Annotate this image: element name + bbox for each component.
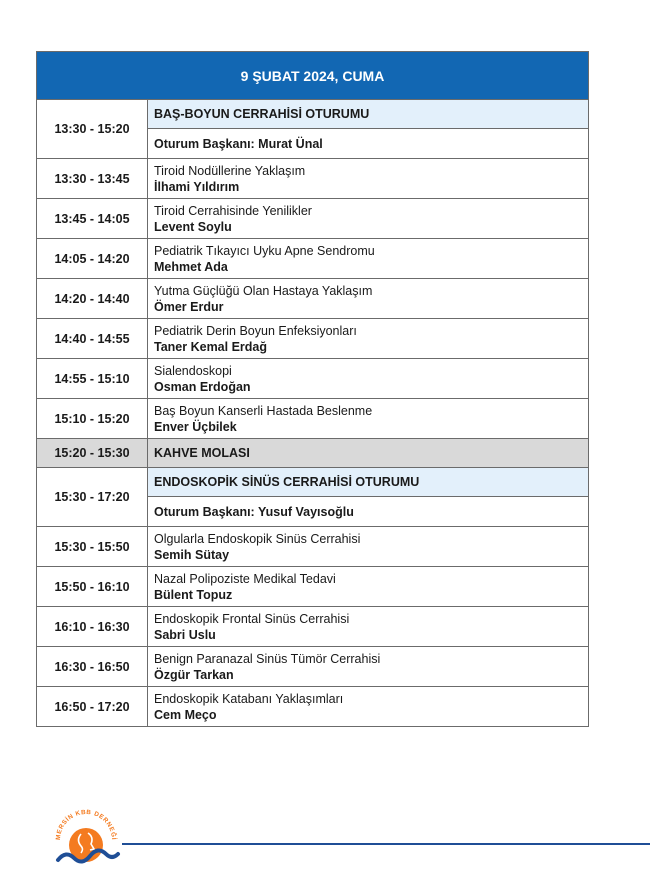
talk-speaker: Osman Erdoğan [154,379,251,394]
talk-row [37,687,589,727]
talk-time: 16:30 - 16:50 [37,647,148,687]
footer-divider [122,843,650,845]
talk-row [37,567,589,607]
talk-time: 14:20 - 14:40 [37,279,148,319]
day-title: 9 ŞUBAT 2024, CUMA [37,52,589,100]
session-time: 15:30 - 17:20 [37,468,148,527]
session-time: 13:30 - 15:20 [37,100,148,159]
talk-cell [148,279,589,319]
talk-row [37,199,589,239]
talk-title: Pediatrik Tıkayıcı Uyku Apne Sendromu [154,243,375,258]
talk-cell [148,239,589,279]
talk-time: 14:05 - 14:20 [37,239,148,279]
talk-cell [148,647,589,687]
talk-time: 16:50 - 17:20 [37,687,148,727]
talk-speaker: Levent Soylu [154,219,232,234]
kbb-logo [50,800,122,872]
talk-time: 13:45 - 14:05 [37,199,148,239]
talk-cell [148,399,589,439]
session-title: BAŞ-BOYUN CERRAHİSİ OTURUMU [148,100,589,129]
talk-title: Benign Paranazal Sinüs Tümör Cerrahisi [154,651,381,666]
schedule-table [36,51,589,727]
talk-title: Tiroid Nodüllerine Yaklaşım [154,163,306,178]
session-title: ENDOSKOPİK SİNÜS CERRAHİSİ OTURUMU [148,468,589,497]
talk-time: 14:40 - 14:55 [37,319,148,359]
talk-time: 15:30 - 15:50 [37,527,148,567]
talk-cell [148,567,589,607]
talk-speaker: Ömer Erdur [154,299,224,314]
talk-cell [148,607,589,647]
talk-speaker: Enver Üçbilek [154,419,237,434]
day-header-row [37,52,589,100]
talk-cell [148,199,589,239]
session-header-row [37,468,589,497]
talk-row [37,279,589,319]
talk-cell [148,159,589,199]
session-chair: Oturum Başkanı: Yusuf Vayısoğlu [148,497,589,527]
talk-row [37,399,589,439]
talk-row [37,527,589,567]
talk-speaker: Özgür Tarkan [154,667,234,682]
break-time: 15:20 - 15:30 [37,439,148,468]
talk-title: Tiroid Cerrahisinde Yenilikler [154,203,312,218]
talk-row [37,607,589,647]
talk-time: 15:10 - 15:20 [37,399,148,439]
talk-title: Olgularla Endoskopik Sinüs Cerrahisi [154,531,361,546]
talk-speaker: Semih Sütay [154,547,230,562]
talk-title: Sialendoskopi [154,363,232,378]
talk-speaker: Taner Kemal Erdağ [154,339,268,354]
talk-time: 15:50 - 16:10 [37,567,148,607]
talk-speaker: Cem Meço [154,707,217,722]
talk-row [37,159,589,199]
break-label: KAHVE MOLASI [148,439,589,468]
talk-cell [148,319,589,359]
talk-speaker: Mehmet Ada [154,259,228,274]
talk-row [37,239,589,279]
talk-title: Endoskopik Frontal Sinüs Cerrahisi [154,611,350,626]
talk-speaker: Sabri Uslu [154,627,216,642]
talk-cell [148,687,589,727]
talk-title: Yutma Güçlüğü Olan Hastaya Yaklaşım [154,283,373,298]
talk-time: 14:55 - 15:10 [37,359,148,399]
talk-title: Endoskopik Katabanı Yaklaşımları [154,691,344,706]
talk-cell [148,359,589,399]
session-header-row [37,100,589,129]
talk-row [37,319,589,359]
talk-cell [148,527,589,567]
talk-row [37,359,589,399]
talk-time: 13:30 - 13:45 [37,159,148,199]
talk-title: Baş Boyun Kanserli Hastada Beslenme [154,403,373,418]
talk-title: Nazal Polipoziste Medikal Tedavi [154,571,336,586]
logo-text: MERSİN KBB DERNEĞİ [54,808,118,841]
session-chair: Oturum Başkanı: Murat Ünal [148,129,589,159]
talk-speaker: Bülent Topuz [154,587,233,602]
talk-title: Pediatrik Derin Boyun Enfeksiyonları [154,323,357,338]
talk-time: 16:10 - 16:30 [37,607,148,647]
talk-speaker: İlhami Yıldırım [154,179,240,194]
break-row [37,439,589,468]
talk-row [37,647,589,687]
